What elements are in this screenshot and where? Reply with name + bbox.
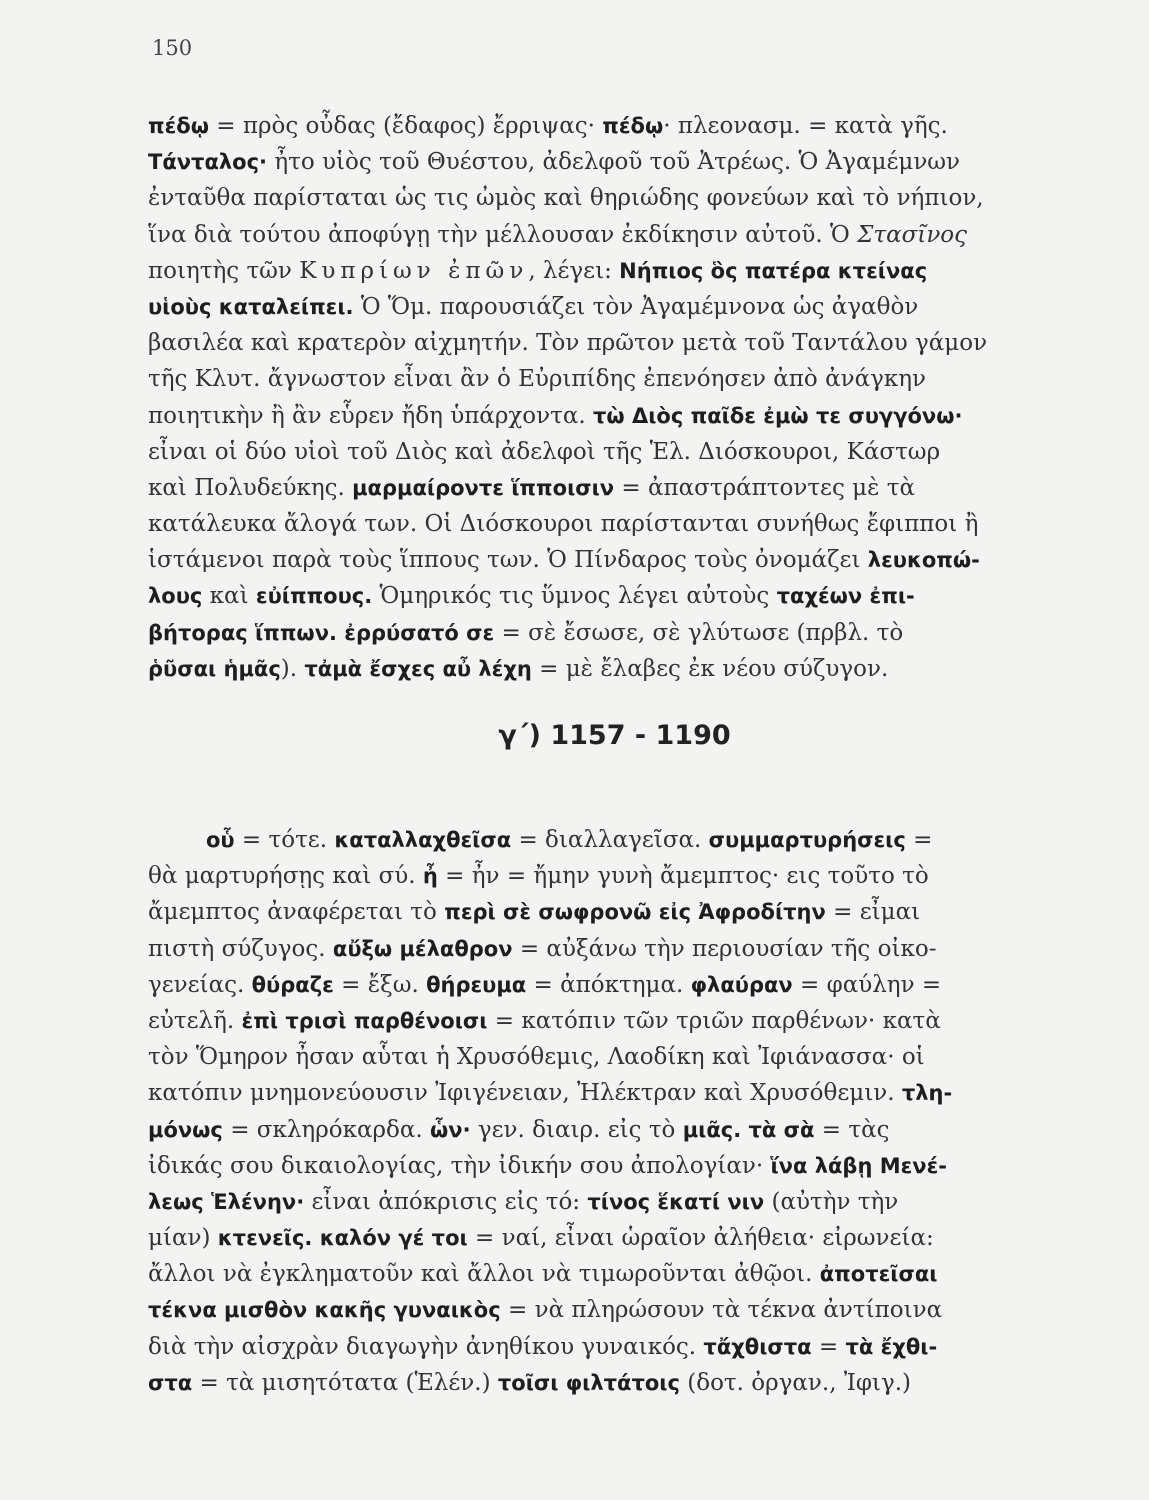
lemma-term: τίνος ἕκατί νιν bbox=[587, 1189, 765, 1214]
lemma-term: τἀμὰ ἔσχες αὖ λέχη bbox=[304, 656, 532, 681]
text-line bbox=[148, 506, 994, 542]
text-line bbox=[148, 217, 994, 253]
lemma-term: περὶ σὲ σωφρονῶ εἰς Ἀφροδίτην bbox=[444, 900, 826, 925]
lemma-term: τλη- bbox=[901, 1081, 953, 1106]
text-segment: = μὲ ἔλαβες ἐκ νέου σύζυγον. bbox=[531, 655, 889, 682]
lemma-term: τὰ σὰ bbox=[748, 1117, 815, 1142]
text-line bbox=[148, 434, 994, 470]
text-segment: = bbox=[905, 827, 933, 853]
lemma-term: τέκνα μισθὸν κακῆς γυναικὸς bbox=[148, 1298, 501, 1323]
text-line bbox=[148, 1148, 994, 1184]
text-segment: = bbox=[811, 1333, 846, 1360]
text-line bbox=[148, 108, 994, 144]
text-segment: ἵνα διὰ τούτου ἀποφύγῃ τὴν μέλλουσαν ἐκδίκησιν αὐτοῦ. Ὁ bbox=[148, 221, 858, 248]
text-segment: ποιητικὴν ἢ ἂν εὗρεν ἤδη ὑπάρχοντα. bbox=[148, 402, 594, 429]
lemma-term: συμμαρτυρήσεις bbox=[708, 828, 906, 852]
text-line bbox=[148, 1256, 994, 1292]
lemma-term: οὗ bbox=[206, 828, 235, 852]
text-segment: ἦτο υἱὸς τοῦ Θυέστου, ἀδελφοῦ τοῦ Ἀτρέως. Ὁ Ἀγαμέμνων bbox=[267, 149, 961, 176]
text-segment: πιστὴ σύζυγος. bbox=[148, 935, 333, 962]
text-segment: τὸν Ὅμηρον ἦσαν αὗται ἡ Χρυσόθεμις, Λαοδίκη καὶ Ἰφιάνασσα· οἱ bbox=[148, 1044, 925, 1071]
text-line bbox=[148, 1329, 994, 1365]
text-line bbox=[148, 1292, 994, 1328]
text-segment: · πλεονασμ. = κατὰ γῆς. bbox=[663, 113, 948, 139]
text-segment: γενείας. bbox=[148, 971, 252, 998]
text-line bbox=[148, 651, 994, 687]
text-segment: = ἀπαστράπτοντες μὲ τὰ bbox=[614, 474, 916, 501]
lemma-term: Τάνταλος· bbox=[148, 150, 268, 175]
text-segment: εὐτελῆ. bbox=[148, 1007, 242, 1034]
lemma-term: μόνως bbox=[148, 1117, 223, 1142]
text-line bbox=[148, 144, 994, 180]
text-segment: Ὁμηρικός τις ὕμνος λέγει αὐτοὺς bbox=[372, 583, 777, 610]
text-segment: καὶ bbox=[202, 583, 256, 610]
text-line bbox=[148, 542, 994, 578]
text-line bbox=[148, 289, 994, 325]
text-segment bbox=[312, 1225, 319, 1251]
text-segment: θὰ μαρτυρήσῃς καὶ σύ. bbox=[148, 863, 423, 890]
lemma-term: φλαύραν bbox=[690, 972, 793, 997]
text-segment: = σὲ ἔσωσε, σὲ γλύτωσε (πρβλ. τὸ bbox=[494, 619, 904, 646]
lemma-term: ταχέων ἐπι- bbox=[776, 584, 915, 609]
text-segment: = νὰ πληρώσουν τὰ τέκνα ἀντίποινα bbox=[500, 1297, 943, 1324]
lemma-term: στα bbox=[148, 1370, 193, 1395]
text-line bbox=[148, 253, 994, 289]
text-line bbox=[148, 894, 994, 930]
commentary-paragraph-1 bbox=[148, 108, 994, 687]
text-segment: Κυπρίων ἐπῶν bbox=[299, 257, 529, 284]
text-segment: ποιητὴς τῶν bbox=[148, 257, 300, 284]
lemma-term: βήτορας ἵππων. bbox=[148, 620, 337, 645]
lemma-term: ἐρρύσατό σε bbox=[344, 620, 495, 645]
lemma-term: Νήπιος ὃς πατέρα κτείνας bbox=[619, 258, 928, 283]
text-line bbox=[148, 1112, 994, 1148]
text-segment: εἶναι οἱ δύο υἱοὶ τοῦ Διὸς καὶ ἀδελφοὶ τῆς Ἑλ. Διόσκουροι, Κάστωρ bbox=[148, 438, 941, 465]
commentary-paragraph-2 bbox=[148, 822, 994, 1401]
lemma-term: ἦ bbox=[422, 864, 438, 889]
lemma-term: υἱοὺς καταλείπει. bbox=[148, 294, 354, 319]
text-line bbox=[148, 858, 994, 894]
text-segment: κατόπιν μνημονεύουσιν Ἰφιγένειαν, Ἠλέκτραν καὶ Χρυσόθεμιν. bbox=[148, 1080, 902, 1107]
text-segment: Στασῖνος bbox=[857, 221, 968, 248]
text-segment: διὰ τὴν αἰσχρὰν διαγωγὴν ἀνηθίκου γυναικός. bbox=[148, 1333, 704, 1360]
lemma-term: ἐπὶ τρισὶ παρθένοισι bbox=[241, 1008, 488, 1033]
lemma-term: κτενεῖς. bbox=[217, 1226, 313, 1251]
text-segment bbox=[741, 1117, 748, 1143]
text-segment: = τὰς bbox=[814, 1116, 890, 1143]
text-line bbox=[148, 180, 994, 216]
text-segment: ἱστάμενοι παρὰ τοὺς ἵππους των. Ὁ Πίνδαρος τοὺς ὀνομάζει bbox=[148, 547, 868, 574]
text-segment: Ὁ Ὅμ. παρουσιάζει τὸν Ἀγαμέμνονα ὡς ἀγαθὸν bbox=[353, 293, 919, 320]
lemma-term: λους bbox=[148, 584, 203, 609]
text-segment: καὶ Πολυδεύκης. bbox=[148, 474, 353, 501]
page-number: 150 bbox=[152, 36, 193, 60]
lemma-term: ἵνα λάβῃ Μενέ- bbox=[770, 1153, 948, 1178]
text-segment: = ναί, εἶναι ὡραῖον ἀλήθεια· εἰρωνεία: bbox=[467, 1225, 934, 1252]
text-segment: γεν. διαιρ. εἰς τὸ bbox=[470, 1116, 683, 1143]
text-line bbox=[148, 1365, 994, 1401]
lemma-term: μιᾶς. bbox=[682, 1117, 742, 1142]
lemma-term: καταλλαχθεῖσα bbox=[334, 828, 512, 852]
text-line bbox=[148, 325, 994, 361]
text-line bbox=[148, 931, 994, 967]
text-segment: = κατόπιν τῶν τριῶν παρθένων· κατὰ bbox=[487, 1007, 941, 1034]
text-line bbox=[148, 1003, 994, 1039]
text-segment: = διαλλαγεῖσα. bbox=[511, 827, 709, 853]
lemma-term: πέδῳ bbox=[148, 114, 209, 138]
text-line bbox=[148, 470, 994, 506]
text-segment: = αὐξάνω τὴν περιουσίαν τῆς οἰκο- bbox=[512, 935, 937, 962]
lemma-term: μαρμαίροντε ἵπποισιν bbox=[352, 475, 615, 500]
text-line bbox=[148, 967, 994, 1003]
text-line bbox=[148, 361, 994, 397]
lemma-term: θύραζε bbox=[251, 972, 334, 997]
text-line bbox=[148, 398, 994, 434]
text-segment: ). bbox=[280, 655, 305, 682]
text-line bbox=[148, 1039, 994, 1075]
text-line bbox=[148, 1220, 994, 1256]
text-segment: εἶναι ἀπόκρισις εἰς τό: bbox=[304, 1188, 588, 1215]
text-segment: = εἶμαι bbox=[825, 899, 921, 926]
text-segment: μίαν) bbox=[148, 1225, 218, 1252]
text-line bbox=[148, 615, 994, 651]
text-segment: τῆς Κλυτ. ἄγνωστον εἶναι ἂν ὁ Εὐριπίδης ἐπενόησεν ἀπὸ ἀνάγκην bbox=[148, 366, 927, 393]
lemma-term: τἄχθιστα bbox=[703, 1334, 812, 1359]
text-segment: = ἦν = ἤμην γυνὴ ἄμεμπτος· εις τοῦτο τὸ bbox=[437, 863, 929, 890]
lemma-term: πέδῳ bbox=[602, 114, 664, 138]
lemma-term: ἀποτεῖσαι bbox=[819, 1262, 938, 1287]
text-segment: ἐνταῦθα παρίσταται ὡς τις ὠμὸς καὶ θηριώδης φονεύων καὶ τὸ νήπιον, bbox=[148, 185, 984, 212]
text-segment: = τότε. bbox=[234, 827, 335, 853]
lemma-term: καλόν γέ τοι bbox=[319, 1226, 468, 1251]
lemma-term: λευκοπώ- bbox=[867, 548, 980, 573]
lemma-term: θήρευμα bbox=[426, 972, 527, 997]
lemma-term: τὰ ἔχθι- bbox=[845, 1334, 938, 1359]
text-segment: κατάλευκα ἄλογά των. Οἱ Διόσκουροι παρίστανται συνήθως ἔφιπποι ἢ bbox=[148, 511, 979, 538]
text-line bbox=[148, 578, 994, 614]
lemma-term: τὼ Διὸς παῖδε ἐμὼ τε συγγόνω· bbox=[593, 403, 963, 428]
text-segment: (δοτ. ὀργαν., Ἰφιγ.) bbox=[679, 1369, 911, 1396]
text-segment: = τὰ μισητότατα (Ἑλέν.) bbox=[192, 1369, 498, 1396]
section-heading: γ΄) 1157 - 1190 bbox=[498, 720, 731, 751]
lemma-term: εὐίππους. bbox=[255, 584, 373, 609]
lemma-term: ὧν· bbox=[430, 1117, 471, 1142]
text-segment: = σκληρόκαρδα. bbox=[222, 1116, 431, 1143]
text-segment: (αὐτὴν τὴν bbox=[764, 1188, 899, 1215]
text-segment: ἰδικάς σου δικαιολογίας, τὴν ἰδικήν σου ἀπολογίαν· bbox=[148, 1152, 771, 1179]
text-segment: = ἔξω. bbox=[333, 971, 427, 998]
text-segment: ἄλλοι νὰ ἐγκληματοῦν καὶ ἄλλοι νὰ τιμωροῦνται ἀθῷοι. bbox=[148, 1261, 820, 1288]
text-line bbox=[148, 1075, 994, 1111]
text-segment: = φαύλην = bbox=[792, 971, 942, 998]
text-segment: = ἀπόκτημα. bbox=[526, 971, 691, 998]
text-segment: ἄμεμπτος ἀναφέρεται τὸ bbox=[148, 899, 445, 926]
lemma-term: λεως Ἑλένην· bbox=[148, 1189, 305, 1214]
text-segment: = πρὸς οὖδας (ἔδαφος) ἔρριψας· bbox=[208, 113, 603, 139]
lemma-term: αὔξω μέλαθρον bbox=[332, 936, 513, 961]
lemma-term: ῥῦσαι ἡμᾶς bbox=[148, 656, 281, 681]
lemma-term: τοῖσι φιλτάτοις bbox=[497, 1370, 680, 1395]
text-segment: βασιλέα καὶ κρατερὸν αἰχμητήν. Τὸν πρῶτον μετὰ τοῦ Ταντάλου γάμον bbox=[148, 330, 988, 357]
text-segment: , λέγει: bbox=[528, 257, 620, 284]
text-line bbox=[148, 822, 994, 858]
text-line bbox=[148, 1184, 994, 1220]
